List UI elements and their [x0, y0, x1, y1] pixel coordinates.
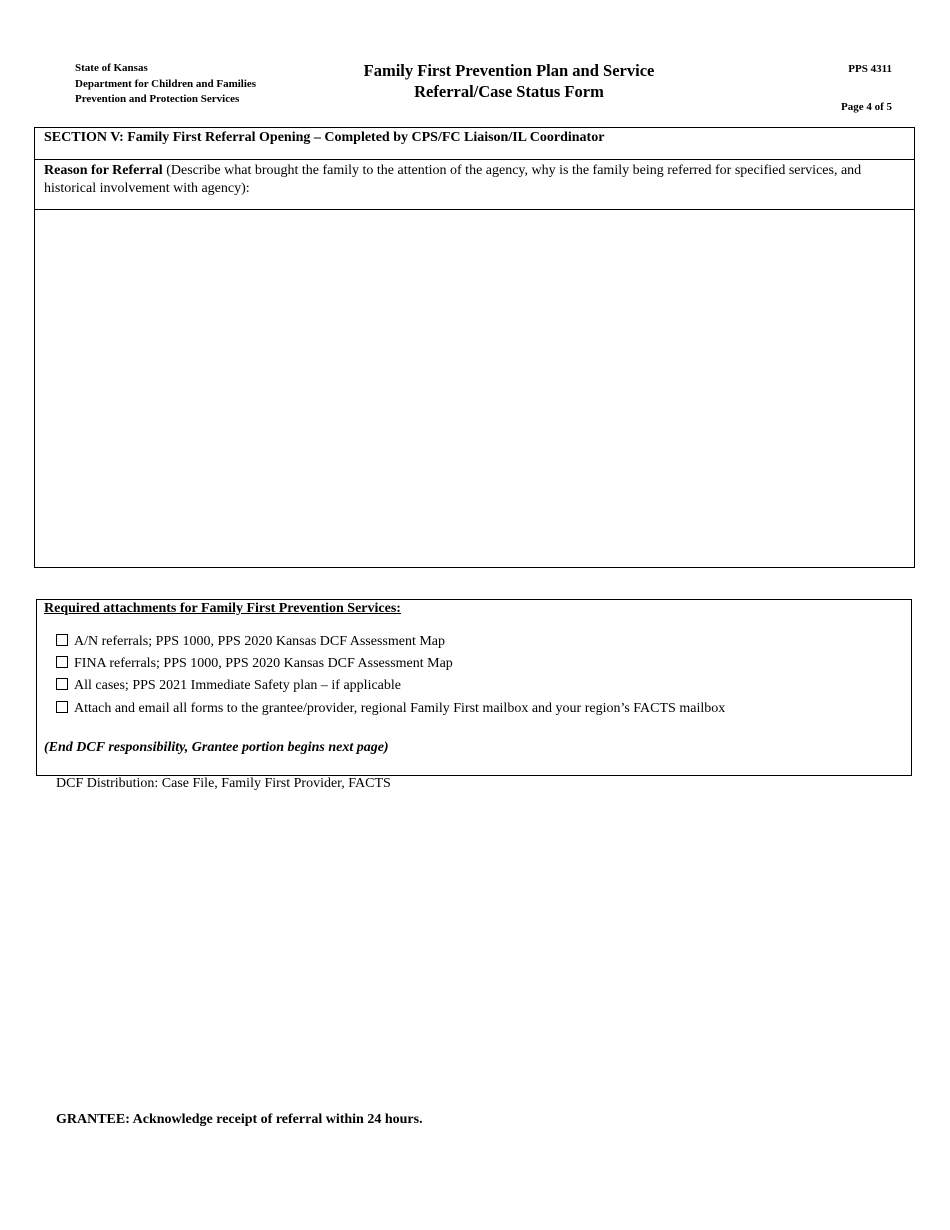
checkbox-item-attach-email[interactable] [56, 701, 725, 717]
attachments-heading: Required attachments for Family First Prevention Services: [44, 601, 401, 616]
checkbox-item-fina-referrals[interactable] [56, 656, 453, 672]
checkbox-label: A/N referrals; PPS 1000, PPS 2020 Kansas DCF Assessment Map [74, 634, 446, 649]
grantee-note: GRANTEE: Acknowledge receipt of referral within 24 hours. [56, 1112, 423, 1127]
section-v-heading: SECTION V: Family First Referral Opening – Completed by CPS/FC Liaison/IL Coordinator [44, 130, 605, 145]
checkbox-item-all-cases[interactable] [56, 678, 401, 694]
dcf-distribution: DCF Distribution: Case File, Family First Provider, FACTS [56, 776, 391, 791]
checkbox-icon[interactable] [56, 701, 68, 713]
reason-label: Reason for Referral [44, 163, 163, 178]
form-title-line1: Family First Prevention Plan and Service [363, 61, 655, 80]
checkbox-icon[interactable] [56, 656, 68, 668]
reason-for-referral-label-row [35, 160, 914, 210]
agency-department: Department for Children and Families [75, 77, 257, 90]
agency-block [75, 61, 256, 108]
reason-for-referral-prompt [44, 162, 894, 198]
agency-division: Prevention and Protection Services [75, 93, 240, 105]
section-v-header [35, 128, 914, 160]
form-title [300, 60, 718, 102]
attachments-box [36, 599, 912, 776]
checkbox-label: All cases; PPS 2021 Immediate Safety plan – if applicable [74, 678, 401, 693]
checkbox-icon[interactable] [56, 634, 68, 646]
checkbox-label: Attach and email all forms to the grantee/provider, regional Family First mailbox and your region’s FACTS mailbox [74, 701, 726, 716]
reason-for-referral-field[interactable] [35, 210, 914, 567]
checkbox-item-an-referrals[interactable] [56, 634, 445, 650]
agency-state: State of Kansas [75, 62, 148, 74]
form-title-line2: Referral/Case Status Form [414, 82, 604, 101]
form-number: PPS 4311 [848, 63, 892, 75]
section-v-box [34, 127, 915, 568]
page-number: Page 4 of 5 [840, 101, 892, 113]
checkbox-icon[interactable] [56, 678, 68, 690]
checkbox-label: FINA referrals; PPS 1000, PPS 2020 Kansas DCF Assessment Map [74, 656, 453, 671]
end-dcf-note: (End DCF responsibility, Grantee portion begins next page) [44, 740, 389, 755]
reason-description: (Describe what brought the family to the attention of the agency, why is the family being referred for specified services, and historical involvement with agency): [44, 163, 862, 196]
